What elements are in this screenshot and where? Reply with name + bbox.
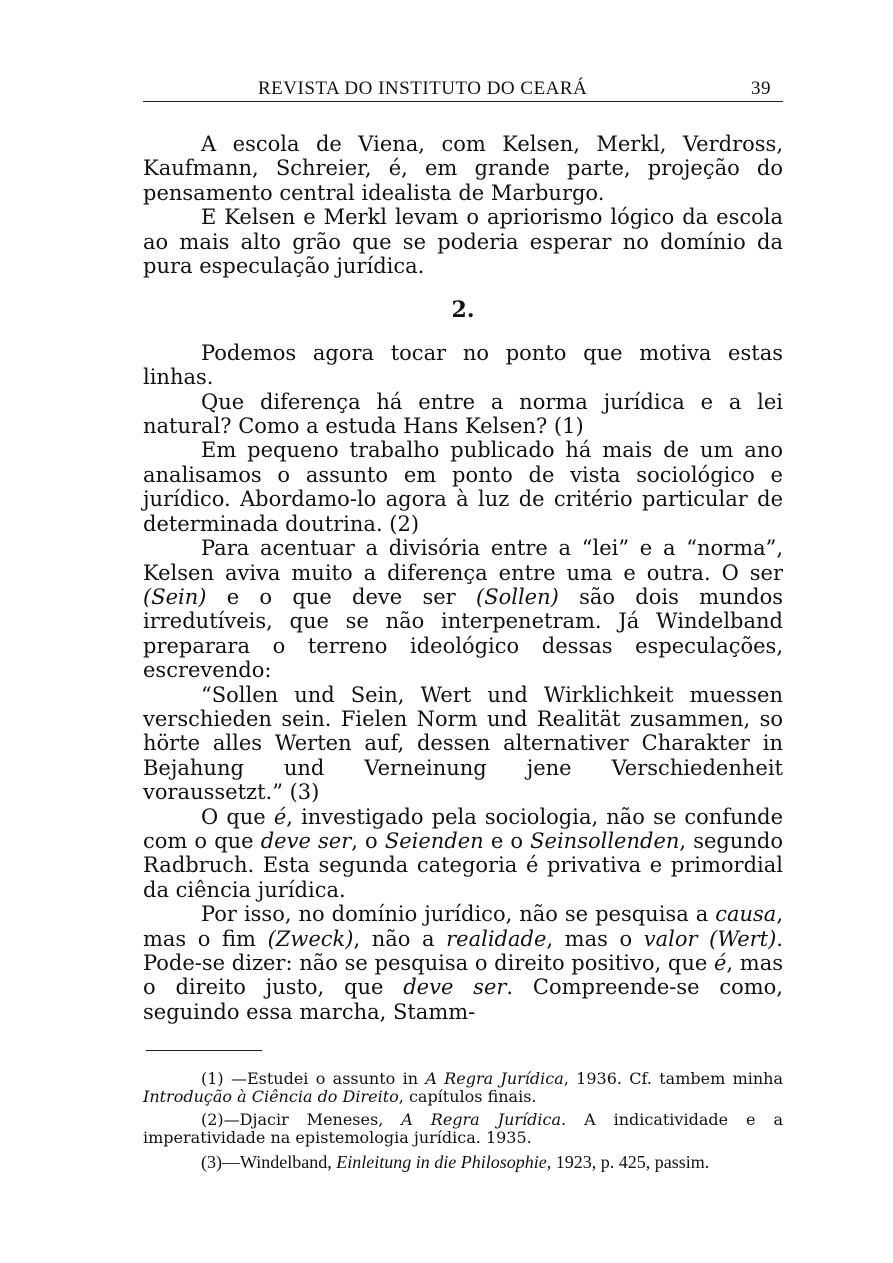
text-run: O que xyxy=(201,804,274,829)
emphasis: é xyxy=(713,951,727,975)
emphasis: Seienden xyxy=(384,828,484,853)
text-run: , o xyxy=(351,828,385,853)
text-run: , investigado pela sociologia, não se confunde com o que xyxy=(143,804,783,853)
block-quote: “Sollen und Sein, Wert und Wirklichkeit muessen verschieden sein. Fielen Norm und Realität zusammen, so hörte alles Werten auf, dessen alternativer Charakter in Bejahung und Verneinung jene Verschiedenheit voraussetzt.” (3) xyxy=(143,682,783,805)
emphasis: A Regra Jurídica xyxy=(401,1110,562,1129)
emphasis: Einleitung in die Philosophie xyxy=(336,1152,547,1172)
emphasis: Seinsollenden xyxy=(530,828,680,853)
emphasis: valor (Wert) xyxy=(643,926,777,951)
text-run: , segundo Radbruch. Esta segunda categoria é privativa e primordial da ciência jurídica. xyxy=(143,828,783,902)
text-run: . Pode-se dizer: não se pesquisa o direito positivo, que xyxy=(143,926,783,975)
text-run: (2)—Djacir Meneses, xyxy=(201,1110,402,1129)
text-run: são dois mundos irredutíveis, que se não interpenetram. Já Windelband preparara o terreno ideológico dessas especulações, escrevendo: xyxy=(143,584,783,683)
emphasis: (Zweck) xyxy=(267,926,354,951)
paragraph-4: Que diferença há entre a norma jurídica e a lei natural? Como a estuda Hans Kelsen? (1) xyxy=(143,389,783,439)
emphasis: deve ser xyxy=(403,975,507,1000)
text-run: e o que deve ser xyxy=(206,584,476,609)
body-text xyxy=(143,132,783,1024)
emphasis: é xyxy=(273,804,287,829)
paragraph-1: A escola de Viena, com Kelsen, Merkl, Verdross, Kaufmann, Schreier, é, em grande parte, projeção do pensamento central idealista de Marburgo. xyxy=(143,132,783,205)
text-run: , mas o xyxy=(546,926,644,951)
footnote-rule xyxy=(146,1050,262,1051)
text-run: (1) —Estudei o assunto in xyxy=(201,1069,426,1088)
text-run: , 1923, p. 425, passim. xyxy=(546,1152,710,1172)
emphasis: deve ser xyxy=(260,828,352,853)
footnotes xyxy=(143,1070,783,1178)
footnote-3 xyxy=(143,1152,783,1172)
section-number: 2. xyxy=(451,297,475,324)
text-run: . A indicatividade e a imperatividade na epistemologia jurídica. 1935. xyxy=(143,1110,784,1147)
emphasis: causa xyxy=(715,902,777,927)
emphasis: realidade xyxy=(446,926,547,951)
footnote-2 xyxy=(143,1111,783,1146)
emphasis: (Sein) xyxy=(143,584,207,609)
text-run: , 1936. Cf. tambem minha xyxy=(563,1069,784,1088)
text-run: , mas o direito justo, que xyxy=(143,951,783,1000)
paragraph-8 xyxy=(143,902,783,1024)
paragraph-6 xyxy=(143,536,783,682)
text-run: Por isso, no domínio jurídico, não se pesquisa a xyxy=(201,902,716,927)
paragraph-3: Podemos agora tocar no ponto que motiva estas linhas. xyxy=(143,340,783,390)
journal-title: REVISTA DO INSTITUTO DO CEARÁ xyxy=(258,78,588,99)
text-run: e o xyxy=(483,828,531,853)
text-run: Para acentuar a divisória entre a “lei” e a “norma”, Kelsen aviva muito a diferença entre uma e outra. O ser xyxy=(143,536,783,585)
emphasis: Introdução à Ciência do Direito xyxy=(143,1086,399,1106)
text-run: , capítulos finais. xyxy=(398,1086,537,1106)
text-run: (3)—Windelband, xyxy=(201,1152,337,1172)
header-rule xyxy=(143,101,783,102)
paragraph-2: E Kelsen e Merkl levam o apriorismo lógico da escola ao mais alto grão que se poderia esperar no domínio da pura especulação jurídica. xyxy=(143,205,783,279)
text-run: . Compreende-se como, seguindo essa marcha, Stamm- xyxy=(143,975,783,1024)
footnote-1 xyxy=(143,1070,783,1105)
paragraph-5: Em pequeno trabalho publicado há mais de um ano analisamos o assunto em ponto de vista sociológico e jurídico. Abordamo-lo agora à luz de critério particular de determinada doutrina. (2) xyxy=(143,438,783,536)
text-run: , não a xyxy=(353,926,447,951)
page-number: 39 xyxy=(751,78,771,99)
emphasis: A Regra Jurídica xyxy=(425,1069,564,1088)
paragraph-7 xyxy=(143,805,783,903)
emphasis: (Sollen) xyxy=(476,584,559,609)
text-run: , mas o fim xyxy=(143,902,783,951)
